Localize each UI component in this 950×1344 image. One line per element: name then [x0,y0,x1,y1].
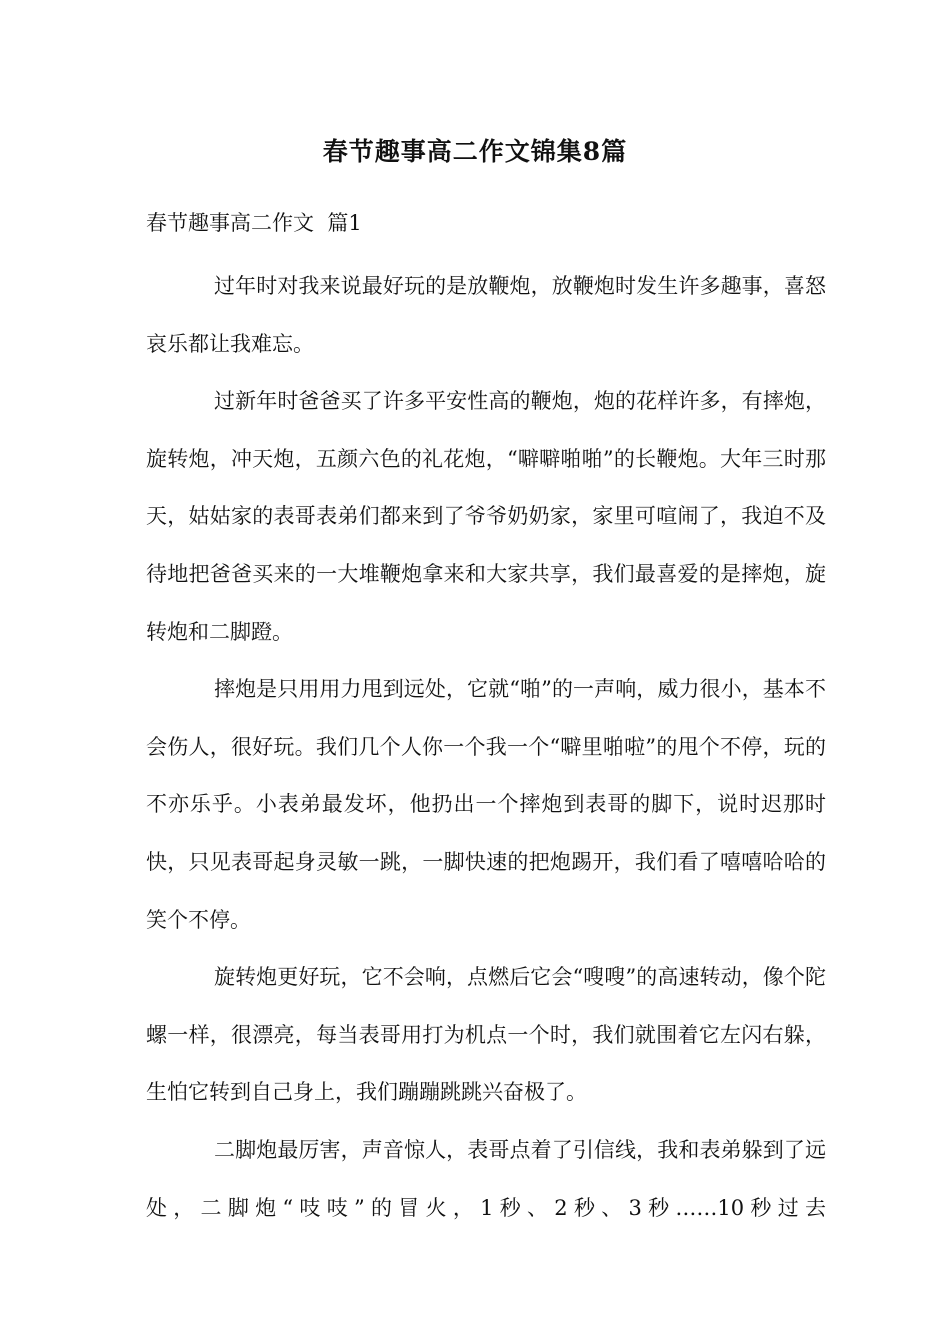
paragraph-4: 旋转炮更好玩，它不会响，点燃后它会“嗖嗖”的高速转动，像个陀螺一样，很漂亮，每当表哥用打为机点一个时，我们就围着它左闪右躲，生怕它转到自己身上，我们蹦蹦跳跳兴奋极了。 [146,965,826,1105]
section-heading: 春节趣事高二作文 篇1 [146,211,362,235]
paragraph-1: 过年时对我来说最好玩的是放鞭炮，放鞭炮时发生许多趣事，喜怒哀乐都让我难忘。 [146,274,826,356]
article-body [146,258,826,1237]
paragraph-5: 二脚炮最厉害，声音惊人，表哥点着了引信线，我和表弟躲到了远处，二脚炮“吱吱”的冒火，1秒、2秒、3秒……10秒过去 [146,1137,826,1220]
document-title: 春节趣事高二作文锦集8篇 [322,137,628,166]
paragraph-3: 摔炮是只用用力甩到远处，它就“啪”的一声响，威力很小，基本不会伤人，很好玩。我们几个人你一个我一个“噼里啪啦”的甩个不停，玩的不亦乐乎。小表弟最发坏，他扔出一个摔炮到表哥的脚下，说时迟那时快，只见表哥起身灵敏一跳，一脚快速的把炮踢开，我们看了嘻嘻哈哈的笑个不停。 [146,677,826,932]
paragraph-2: 过新年时爸爸买了许多平安性高的鞭炮，炮的花样许多，有摔炮，旋转炮，冲天炮，五颜六色的礼花炮，“噼噼啪啪”的长鞭炮。大年三时那天，姑姑家的表哥表弟们都来到了爷爷奶奶家，家里可喧闹了，我迫不及待地把爸爸买来的一大堆鞭炮拿来和大家共享，我们最喜爱的是摔炮，旋转炮和二脚蹬。 [146,389,826,644]
